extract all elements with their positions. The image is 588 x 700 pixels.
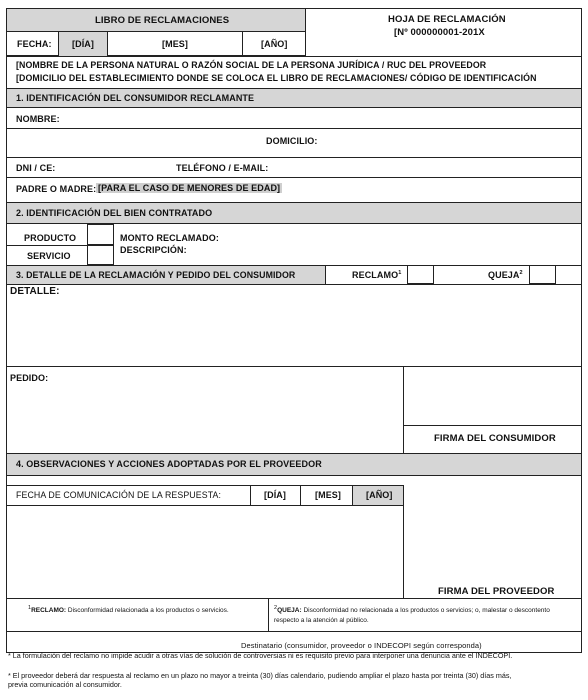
padre-value[interactable]: [PARA EL CASO DE MENORES DE EDAD] [98, 183, 281, 193]
queja-definition [274, 603, 574, 626]
pedido-textarea[interactable] [7, 385, 403, 450]
fecha-dia[interactable]: [DÍA] [72, 39, 94, 49]
section-3-title: 3. DETALLE DE LA RECLAMACIÓN Y PEDIDO DEL CONSUMIDOR [16, 270, 296, 280]
domicilio-label[interactable]: DOMICILIO: [266, 136, 318, 146]
respuesta-anio[interactable]: [AÑO] [366, 490, 393, 500]
telefono-label[interactable]: TELÉFONO / E-MAIL: [176, 163, 269, 173]
reclamo-def-text: Disconformidad relacionada a los productos o servicios. [67, 607, 229, 615]
queja-def-mark: 2 [274, 605, 278, 611]
respuesta-mes[interactable]: [MES] [315, 490, 341, 500]
fecha-anio[interactable]: [AÑO] [261, 39, 288, 49]
detalle-label: DETALLE: [10, 286, 60, 297]
divider [6, 631, 582, 632]
divider [6, 177, 582, 178]
section-1-title: 1. IDENTIFICACIÓN DEL CONSUMIDOR RECLAMANTE [16, 93, 255, 103]
pedido-label: PEDIDO: [10, 373, 49, 383]
libro-title: LIBRO DE RECLAMACIONES [95, 15, 230, 26]
reclamo-def-label: RECLAMO: [31, 607, 67, 615]
divider [6, 31, 306, 32]
divider [6, 56, 582, 57]
destinatario-note: Destinatario (consumidor, proveedor o INDECOPI según corresponda) [241, 641, 482, 650]
firma-consumidor: FIRMA DEL CONSUMIDOR [434, 433, 556, 444]
reclamo-definition [28, 603, 256, 616]
reclamo-def-mark: 1 [28, 605, 32, 611]
divider [300, 485, 301, 506]
monto-label[interactable]: MONTO RECLAMADO: [120, 233, 219, 243]
divider [242, 31, 243, 56]
nombre-label[interactable]: NOMBRE: [16, 114, 60, 124]
divider [6, 128, 582, 129]
fecha-label: FECHA: [17, 39, 52, 49]
queja-checkbox[interactable] [529, 265, 556, 284]
divider [268, 598, 269, 631]
footer-note-1: * La formulación del reclamo no impide acudir a otras vías de solución de controversias ni es requisito previo para interponer una denuncia ante el INDECOPI. [8, 651, 513, 660]
servicio-checkbox[interactable] [87, 245, 114, 265]
queja-option[interactable] [488, 270, 523, 280]
provider-signature-area[interactable] [404, 477, 581, 581]
divider [6, 157, 582, 158]
queja-def-label: QUEJA: [277, 607, 302, 615]
divider [6, 598, 582, 599]
divider [325, 265, 326, 284]
queja-footnote-mark: 2 [519, 270, 523, 276]
hoja-title: HOJA DE RECLAMACIÓN [388, 14, 506, 25]
divider [403, 425, 582, 426]
provider-address-line: [DOMICILIO DEL ESTABLECIMIENTO DONDE SE COLOCA EL LIBRO DE RECLAMACIONES/ CÓDIGO DE IDENTIFICACIÓN [16, 73, 537, 83]
consumer-signature-area[interactable] [404, 367, 581, 425]
descripcion-label[interactable]: DESCRIPCIÓN: [120, 245, 187, 255]
fecha-mes[interactable]: [MES] [162, 39, 188, 49]
hoja-number: [Nº 000000001-201X [394, 27, 485, 38]
queja-def-text: Disconformidad no relacionada a los productos o servicios; o, malestar o descontento respecto a la atención al público. [274, 607, 550, 625]
servicio-label: SERVICIO [27, 251, 71, 261]
queja-label: QUEJA [488, 270, 520, 280]
respuesta-dia[interactable]: [DÍA] [264, 490, 286, 500]
footer-note-2: * El proveedor deberá dar respuesta al reclamo en un plazo no mayor a treinta (30) días calendario, pudiendo ampliar el plazo hasta por treinta (30) días más, previa comunicación al consumidor. [8, 671, 512, 689]
fecha-comunicacion-label: FECHA DE COMUNICACIÓN DE LA RESPUESTA: [16, 490, 222, 500]
divider [6, 284, 582, 285]
detalle-textarea[interactable] [7, 297, 581, 365]
producto-checkbox[interactable] [87, 224, 114, 245]
divider [250, 485, 251, 506]
reclamo-label: RECLAMO [352, 270, 399, 280]
reclamo-option[interactable] [352, 270, 401, 280]
section-4-title: 4. OBSERVACIONES Y ACCIONES ADOPTADAS POR EL PROVEEDOR [16, 459, 322, 469]
section-2-title: 2. IDENTIFICACIÓN DEL BIEN CONTRATADO [16, 208, 213, 218]
padre-label: PADRE O MADRE: [16, 184, 97, 194]
reclamo-footnote-mark: 1 [398, 270, 402, 276]
observaciones-textarea[interactable] [7, 507, 403, 597]
provider-name-line: [NOMBRE DE LA PERSONA NATURAL O RAZÓN SOCIAL DE LA PERSONA JURÍDICA / RUC DEL PROVEEDOR [16, 60, 487, 70]
divider [107, 31, 108, 56]
reclamo-checkbox[interactable] [407, 265, 434, 284]
dni-label[interactable]: DNI / CE: [16, 163, 56, 173]
firma-proveedor: FIRMA DEL PROVEEDOR [438, 586, 555, 597]
producto-label: PRODUCTO [24, 233, 77, 243]
